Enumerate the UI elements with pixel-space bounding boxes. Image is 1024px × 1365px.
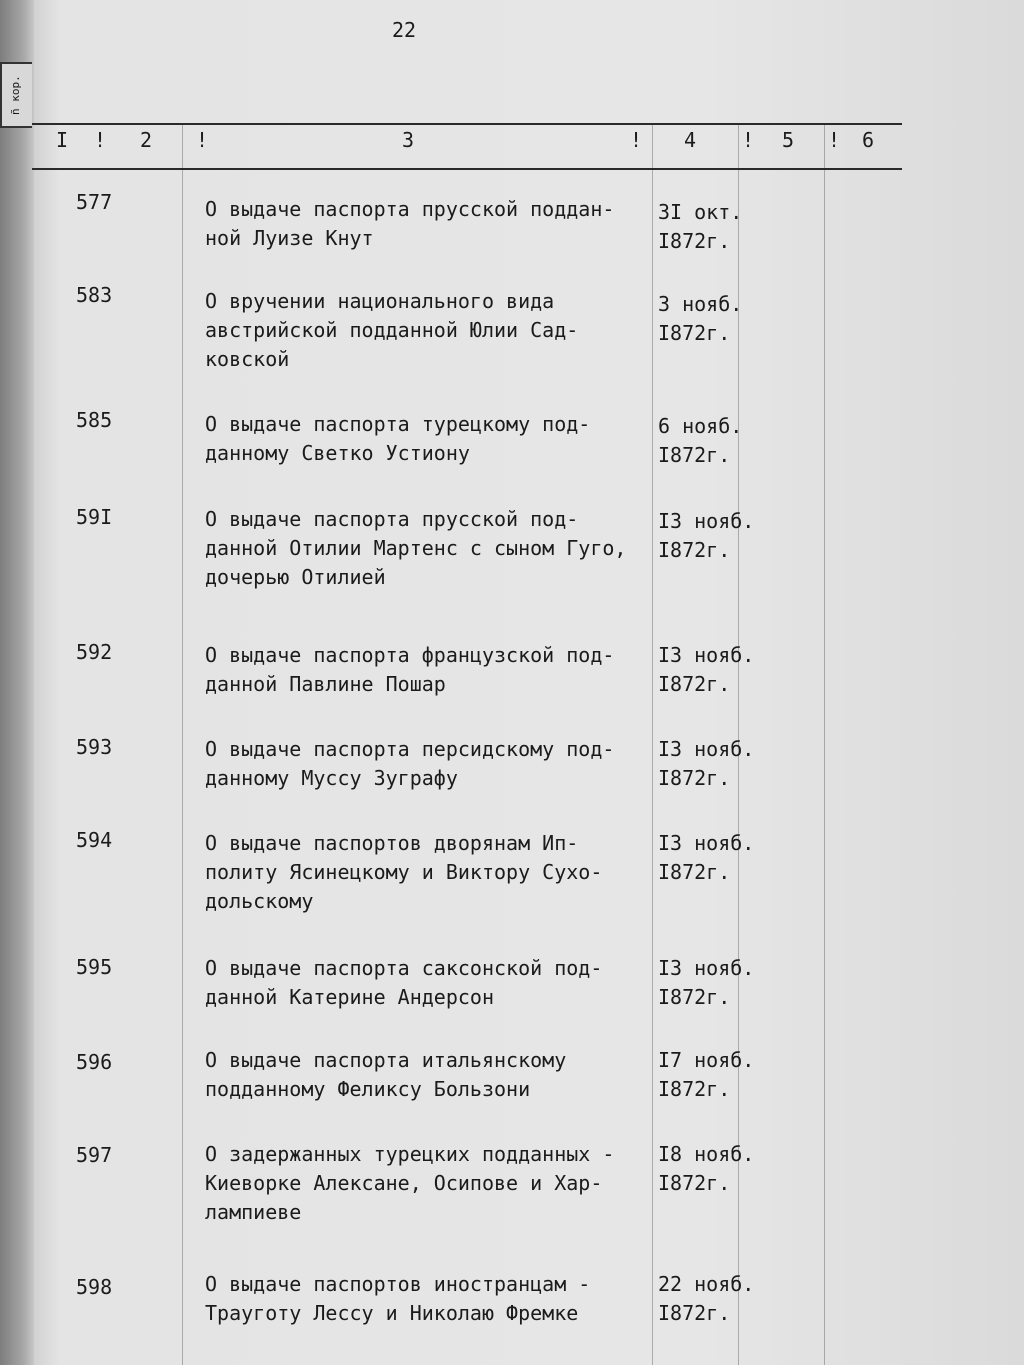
row-date: I3 нояб. I872г.	[658, 831, 755, 884]
header-col-6: 6	[862, 128, 875, 152]
header-col-1: I	[56, 128, 69, 152]
row-description: О выдаче паспортов дворянам Ип- политу Ясинецкому и Виктору Сухо- дольскому	[205, 831, 603, 913]
row-number: 585	[76, 408, 113, 432]
row-date: I3 нояб. I872г.	[658, 737, 755, 790]
row-number: 595	[76, 955, 113, 979]
column-divider	[182, 123, 183, 1365]
header-col-5: 5	[782, 128, 795, 152]
row-description: О выдаче паспортов иностранцам - Трауготу Лессу и Николаю Фремке	[205, 1272, 591, 1325]
row-description: О вручении национального вида австрийской подданной Юлии Сад- ковской	[205, 289, 579, 371]
row-date: I3 нояб. I872г.	[658, 643, 755, 696]
row-date: I7 нояб. I872г.	[658, 1048, 755, 1101]
row-date: I3 нояб. I872г.	[658, 956, 755, 1009]
row-date: I8 нояб. I872г.	[658, 1142, 755, 1195]
row-number: 577	[76, 190, 113, 214]
header-separator: !	[742, 128, 755, 152]
row-description: О выдаче паспорта французской под- данной Павлине Пошар	[205, 643, 615, 696]
header-bottom-rule	[32, 168, 902, 170]
header-separator: !	[94, 128, 107, 152]
row-number: 583	[76, 283, 113, 307]
row-description: О выдаче паспорта прусской под- данной Отилии Мартенс с сыном Гуго, дочерью Отилией	[205, 507, 627, 589]
row-description: О выдаче паспорта саксонской под- данной Катерине Андерсон	[205, 956, 603, 1009]
binding-tab-label: ñ кор.	[0, 62, 32, 128]
row-date: I3 нояб. I872г.	[658, 509, 755, 562]
header-separator: !	[630, 128, 643, 152]
row-number: 598	[76, 1275, 113, 1299]
header-separator: !	[196, 128, 209, 152]
header-separator: !	[828, 128, 841, 152]
row-number: 592	[76, 640, 113, 664]
row-date: 3I окт. I872г.	[658, 200, 743, 253]
row-date: 6 нояб. I872г.	[658, 414, 743, 467]
header-top-rule	[32, 123, 902, 125]
binding-edge	[0, 0, 34, 1365]
row-date: 22 нояб. I872г.	[658, 1272, 755, 1325]
row-description: О выдаче паспорта итальянскому подданному Феликсу Бользони	[205, 1048, 567, 1101]
header-col-3: 3	[402, 128, 415, 152]
row-description: О задержанных турецких подданных - Киеворке Алексане, Осипове и Хар- лампиеве	[205, 1142, 615, 1224]
row-description: О выдаче паспорта турецкому под- данному Светко Устиону	[205, 412, 591, 465]
row-number: 597	[76, 1143, 113, 1167]
header-col-2: 2	[140, 128, 153, 152]
page-number: 22	[392, 18, 417, 42]
header-col-4: 4	[684, 128, 697, 152]
row-description: О выдаче паспорта прусской поддан- ной Луизе Кнут	[205, 197, 615, 250]
row-number: 596	[76, 1050, 113, 1074]
row-description: О выдаче паспорта персидскому под- данному Муссу Зуграфу	[205, 737, 615, 790]
row-number: 59I	[76, 505, 113, 529]
row-date: 3 нояб. I872г.	[658, 292, 743, 345]
column-divider	[824, 123, 825, 1365]
row-number: 594	[76, 828, 113, 852]
row-number: 593	[76, 735, 113, 759]
